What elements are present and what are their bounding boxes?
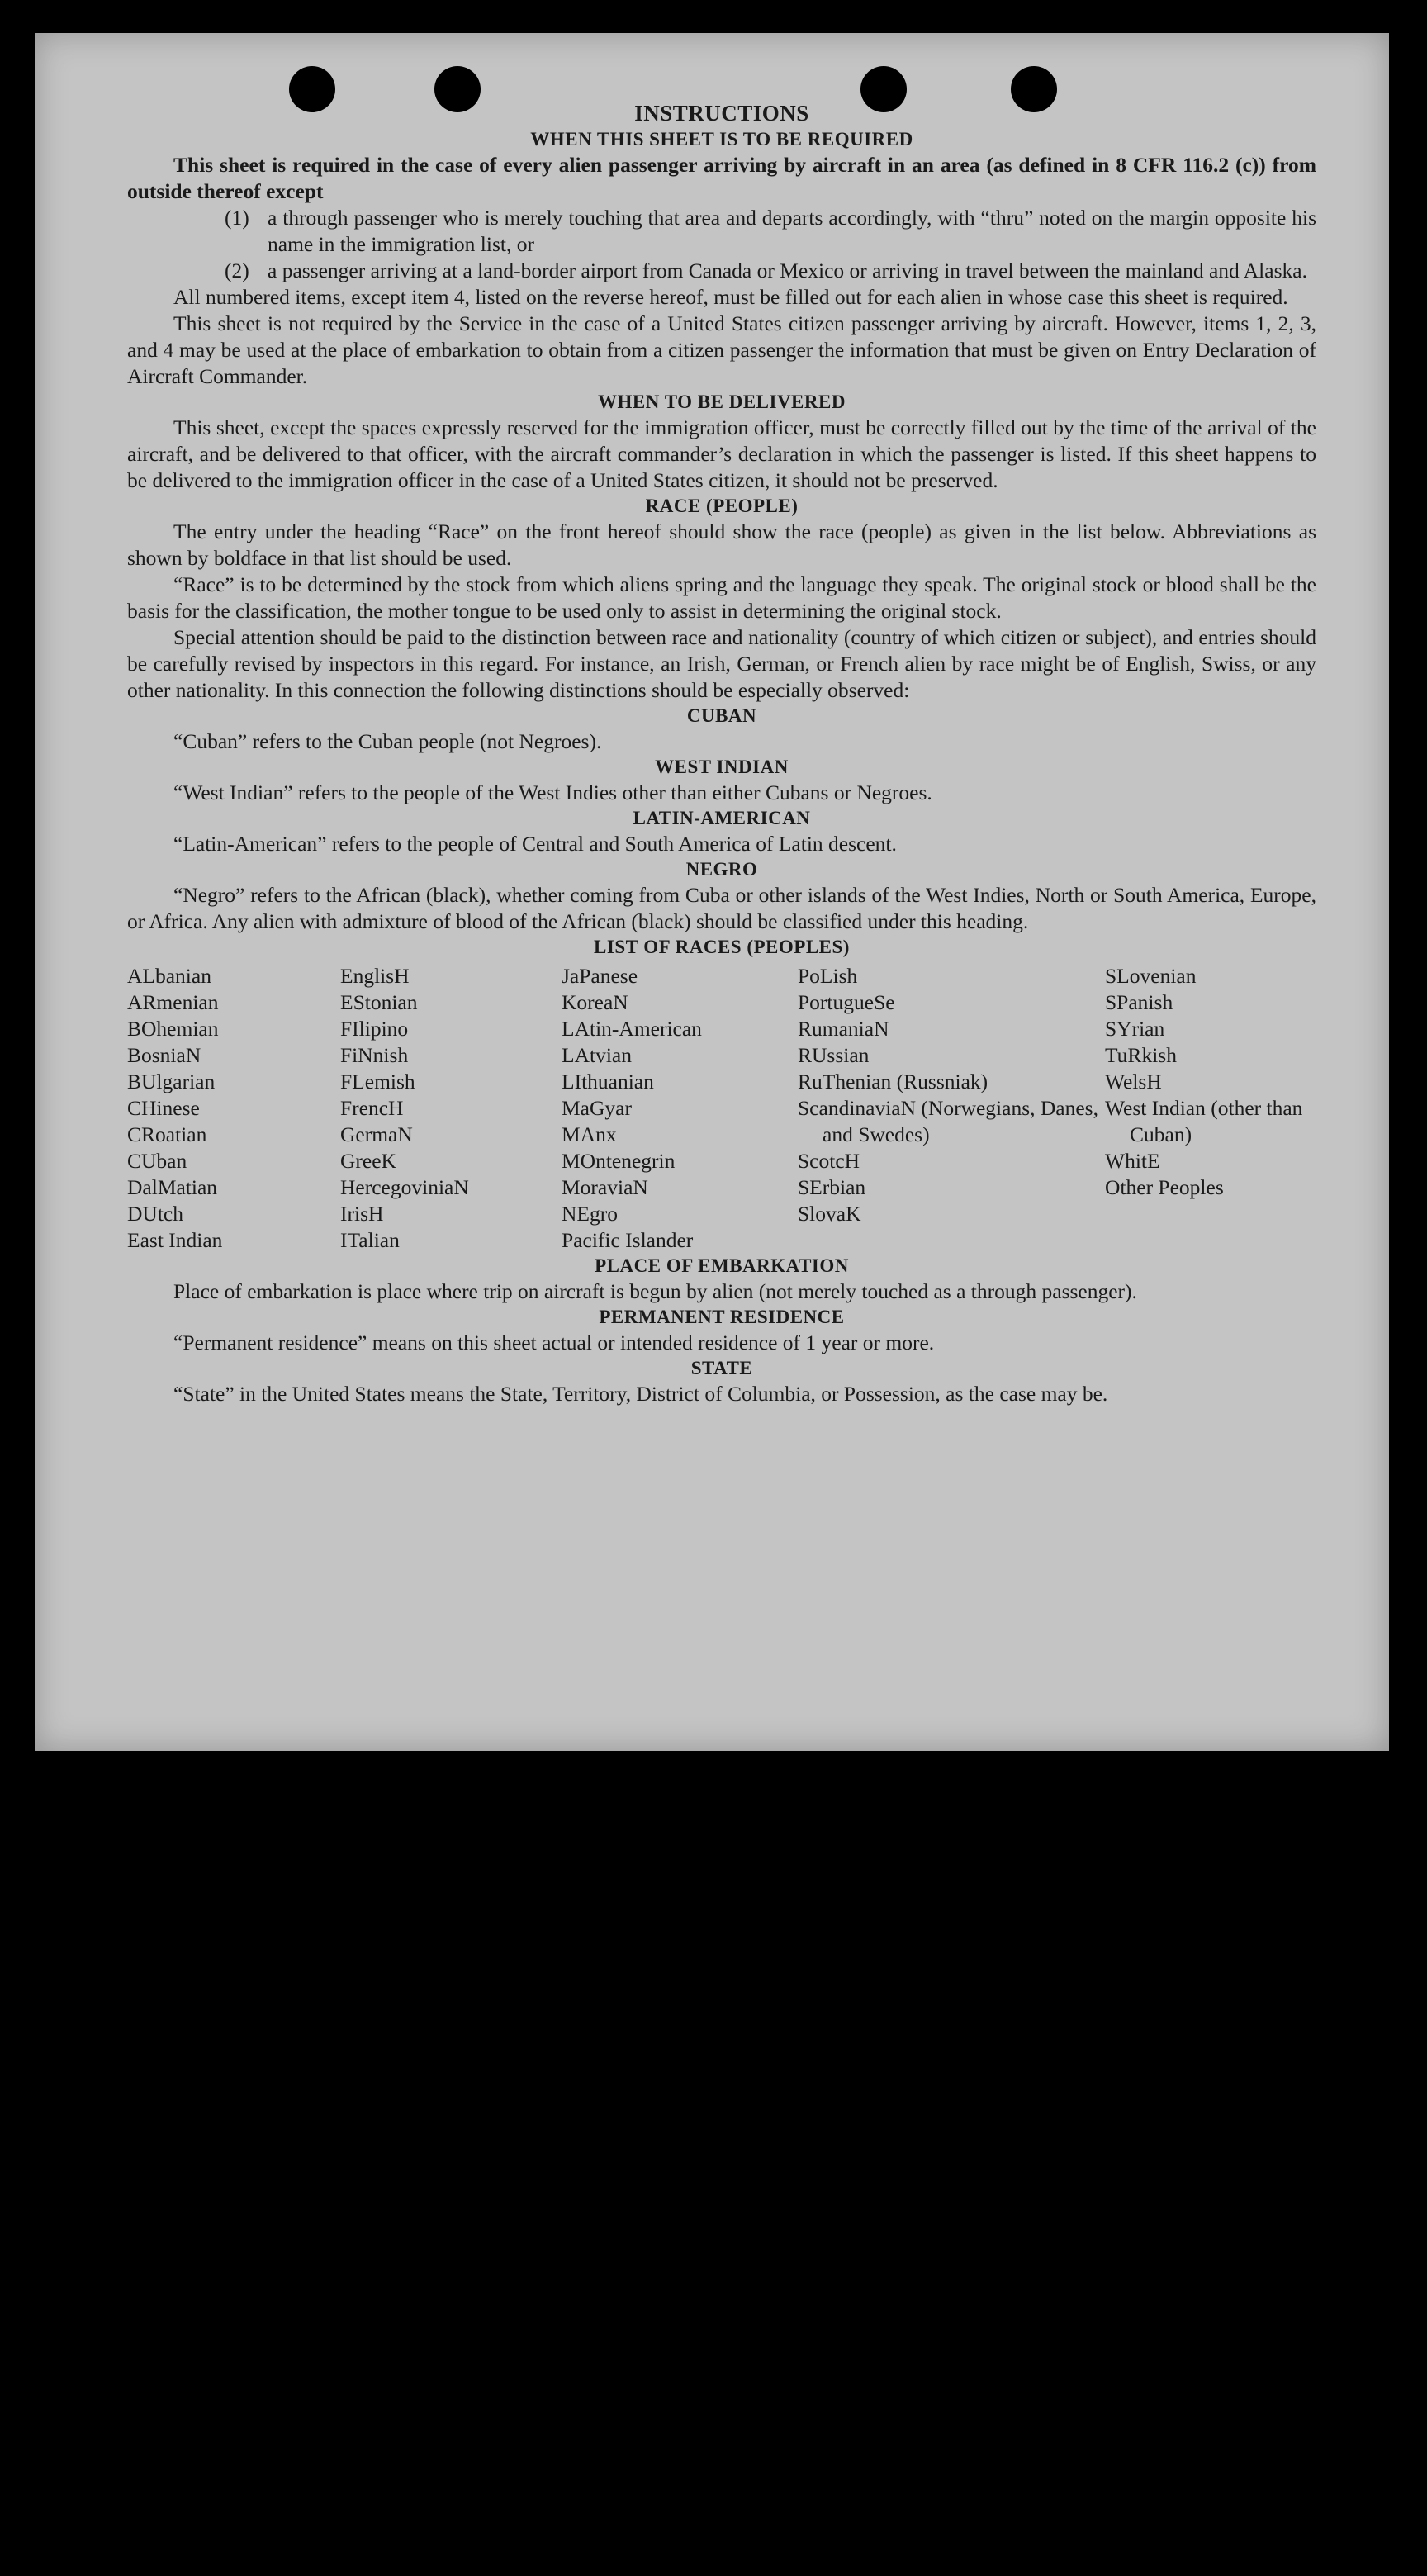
paragraph-citizen: This sheet is not required by the Service in the case of a United States citizen passenger arriving by aircraft. However, items 1, 2, 3, and 4 may be used at the place of embarkation to obtain from a citizen passenger the information that must be given on Entry Declaration of Aircraft Commander. xyxy=(127,311,1316,388)
paragraph-race-2: “Race” is to be determined by the stock from which aliens spring and the language they speak. The original stock or blood shall be the basis for the classification, the mother tongue to be used only to assist in determining the original stock. xyxy=(127,572,1316,623)
exception-item xyxy=(225,258,1316,284)
race-entry: HercegoviniaN xyxy=(340,1175,469,1199)
race-entry: BosniaN xyxy=(127,1043,201,1067)
race-entry: CHinese xyxy=(127,1096,200,1120)
paragraph-race-3: Special attention should be paid to the distinction between race and nationality (country of which citizen or subject), and entries should be carefully revised by inspectors in this regard. For instance, an Irish, German, or French alien by race might be of English, Swiss, or any other nationality. In this connection the following distinctions should be especially observed: xyxy=(127,625,1316,702)
section-heading-negro: NEGRO xyxy=(685,859,758,880)
section-heading-residence: PERMANENT RESIDENCE xyxy=(599,1307,845,1327)
race-entry: ARmenian xyxy=(127,990,219,1014)
races-column xyxy=(340,963,562,1254)
race-entry: LAtin-American xyxy=(562,1017,702,1041)
section-heading-race: RACE (PEOPLE) xyxy=(645,496,799,516)
race-entry: LIthuanian xyxy=(562,1070,654,1093)
race-entry: PortugueSe xyxy=(798,990,895,1014)
race-entry: FiNnish xyxy=(340,1043,409,1067)
required-intro: This sheet is required in the case of every alien passenger arriving by aircraft in an area (as defined in 8 CFR 116.2 (c)) from outside thereof except xyxy=(127,153,1316,203)
paragraph-cuban: “Cuban” refers to the Cuban people (not Negroes). xyxy=(173,729,602,753)
race-entry: KoreaN xyxy=(562,990,628,1014)
races-list xyxy=(127,963,1316,1254)
race-entry: MAnx xyxy=(562,1122,617,1146)
race-entry: SYrian xyxy=(1105,1017,1165,1041)
race-entry: PoLish xyxy=(798,964,858,988)
paragraph-race-1: The entry under the heading “Race” on the front hereof should show the race (people) as given in the list below. Abbreviations as shown by boldface in that list should be used. xyxy=(127,519,1316,570)
race-entry: ALbanian xyxy=(127,964,211,988)
paragraph-negro: “Negro” refers to the African (black), whether coming from Cuba or other islands of the West Indies, North or South America, Europe, or Africa. Any alien with admixture of blood of the African (black) should be classified under this heading. xyxy=(127,883,1316,933)
race-entry: SPanish xyxy=(1105,990,1173,1014)
instructions-body xyxy=(127,99,1316,1407)
race-entry: WhitE xyxy=(1105,1149,1160,1173)
race-entry: WelsH xyxy=(1105,1070,1162,1093)
page-title: INSTRUCTIONS xyxy=(634,101,809,126)
race-entry: IrisH xyxy=(340,1202,384,1226)
paragraph-latin-american: “Latin-American” refers to the people of Central and South America of Latin descent. xyxy=(173,832,897,856)
race-entry: MaGyar xyxy=(562,1096,632,1120)
race-entry: CRoatian xyxy=(127,1122,207,1146)
section-heading-embarkation: PLACE OF EMBARKATION xyxy=(595,1255,849,1276)
exception-item xyxy=(225,205,1316,258)
race-entry: CUban xyxy=(127,1149,187,1173)
races-column xyxy=(562,963,798,1254)
race-entry: FLemish xyxy=(340,1070,415,1093)
paragraph-delivered: This sheet, except the spaces expressly reserved for the immigration officer, must be correctly filled out by the time of the arrival of the aircraft, and be delivered to that officer, with the aircraft commander’s declaration in which the passenger is listed. If this sheet happens to be delivered to the immigration officer in the case of a United States citizen, it should not be preserved. xyxy=(127,415,1316,492)
race-entry: ITalian xyxy=(340,1228,400,1252)
races-column xyxy=(798,963,1105,1254)
race-entry: MoraviaN xyxy=(562,1175,648,1199)
races-column xyxy=(127,963,340,1254)
races-column xyxy=(1105,963,1316,1254)
race-entry: FIlipino xyxy=(340,1017,409,1041)
race-entry: SErbian xyxy=(798,1175,866,1199)
paragraph-numbered-items: All numbered items, except item 4, listed on the reverse hereof, must be filled out for each alien in whose case this sheet is required. xyxy=(173,285,1288,309)
race-entry: JaPanese xyxy=(562,964,638,988)
paragraph-residence: “Permanent residence” means on this sheet actual or intended residence of 1 year or more. xyxy=(173,1331,935,1354)
race-entry: RumaniaN xyxy=(798,1017,889,1041)
race-entry: EStonian xyxy=(340,990,418,1014)
race-entry: DUtch xyxy=(127,1202,183,1226)
race-entry: LAtvian xyxy=(562,1043,632,1067)
race-entry: BOhemian xyxy=(127,1017,219,1041)
paragraph-state: “State” in the United States means the State, Territory, District of Columbia, or Possession, as the case may be. xyxy=(173,1382,1108,1406)
race-entry: NEgro xyxy=(562,1202,618,1226)
race-entry: ScandinaviaN (Norwegians, Danes, and Swedes) xyxy=(798,1096,1098,1146)
section-heading-west-indian: WEST INDIAN xyxy=(655,757,789,777)
race-entry: MOntenegrin xyxy=(562,1149,676,1173)
race-entry: FrencH xyxy=(340,1096,404,1120)
section-heading-required: WHEN THIS SHEET IS TO BE REQUIRED xyxy=(530,129,913,149)
race-entry: DalMatian xyxy=(127,1175,218,1199)
section-heading-delivered: WHEN TO BE DELIVERED xyxy=(598,391,846,412)
race-entry: RUssian xyxy=(798,1043,870,1067)
race-entry: TuRkish xyxy=(1105,1043,1177,1067)
race-entry: Other Peoples xyxy=(1105,1175,1224,1199)
race-entry: EnglisH xyxy=(340,964,410,988)
section-heading-state: STATE xyxy=(690,1358,753,1378)
section-heading-list-of-races: LIST OF RACES (PEOPLES) xyxy=(594,937,850,957)
race-entry: ScotcH xyxy=(798,1149,860,1173)
race-entry: SLovenian xyxy=(1105,964,1197,988)
paragraph-embarkation: Place of embarkation is place where trip on aircraft is begun by alien (not merely touched as a through passenger). xyxy=(173,1279,1137,1303)
section-heading-latin-american: LATIN-AMERICAN xyxy=(633,808,811,828)
item-number: (2) xyxy=(225,259,249,282)
paragraph-west-indian: “West Indian” refers to the people of the West Indies other than either Cubans or Negroes. xyxy=(173,780,932,804)
race-entry: Pacific Islander xyxy=(562,1228,694,1252)
race-entry: GreeK xyxy=(340,1149,396,1173)
race-entry: East Indian xyxy=(127,1228,223,1252)
document-page xyxy=(35,33,1389,1751)
item-text: a through passenger who is merely touching that area and departs accordingly, with “thru” noted on the margin opposite his name in the immigration list, or xyxy=(268,206,1316,256)
race-entry: BUlgarian xyxy=(127,1070,216,1093)
item-text: a passenger arriving at a land-border airport from Canada or Mexico or arriving in travel between the mainland and Alaska. xyxy=(268,259,1307,282)
section-heading-cuban: CUBAN xyxy=(686,705,757,726)
race-entry: West Indian (other than Cuban) xyxy=(1105,1096,1303,1146)
race-entry: GermaN xyxy=(340,1122,413,1146)
race-entry: RuThenian (Russniak) xyxy=(798,1070,988,1093)
item-number: (1) xyxy=(225,206,249,230)
race-entry: SlovaK xyxy=(798,1202,861,1226)
